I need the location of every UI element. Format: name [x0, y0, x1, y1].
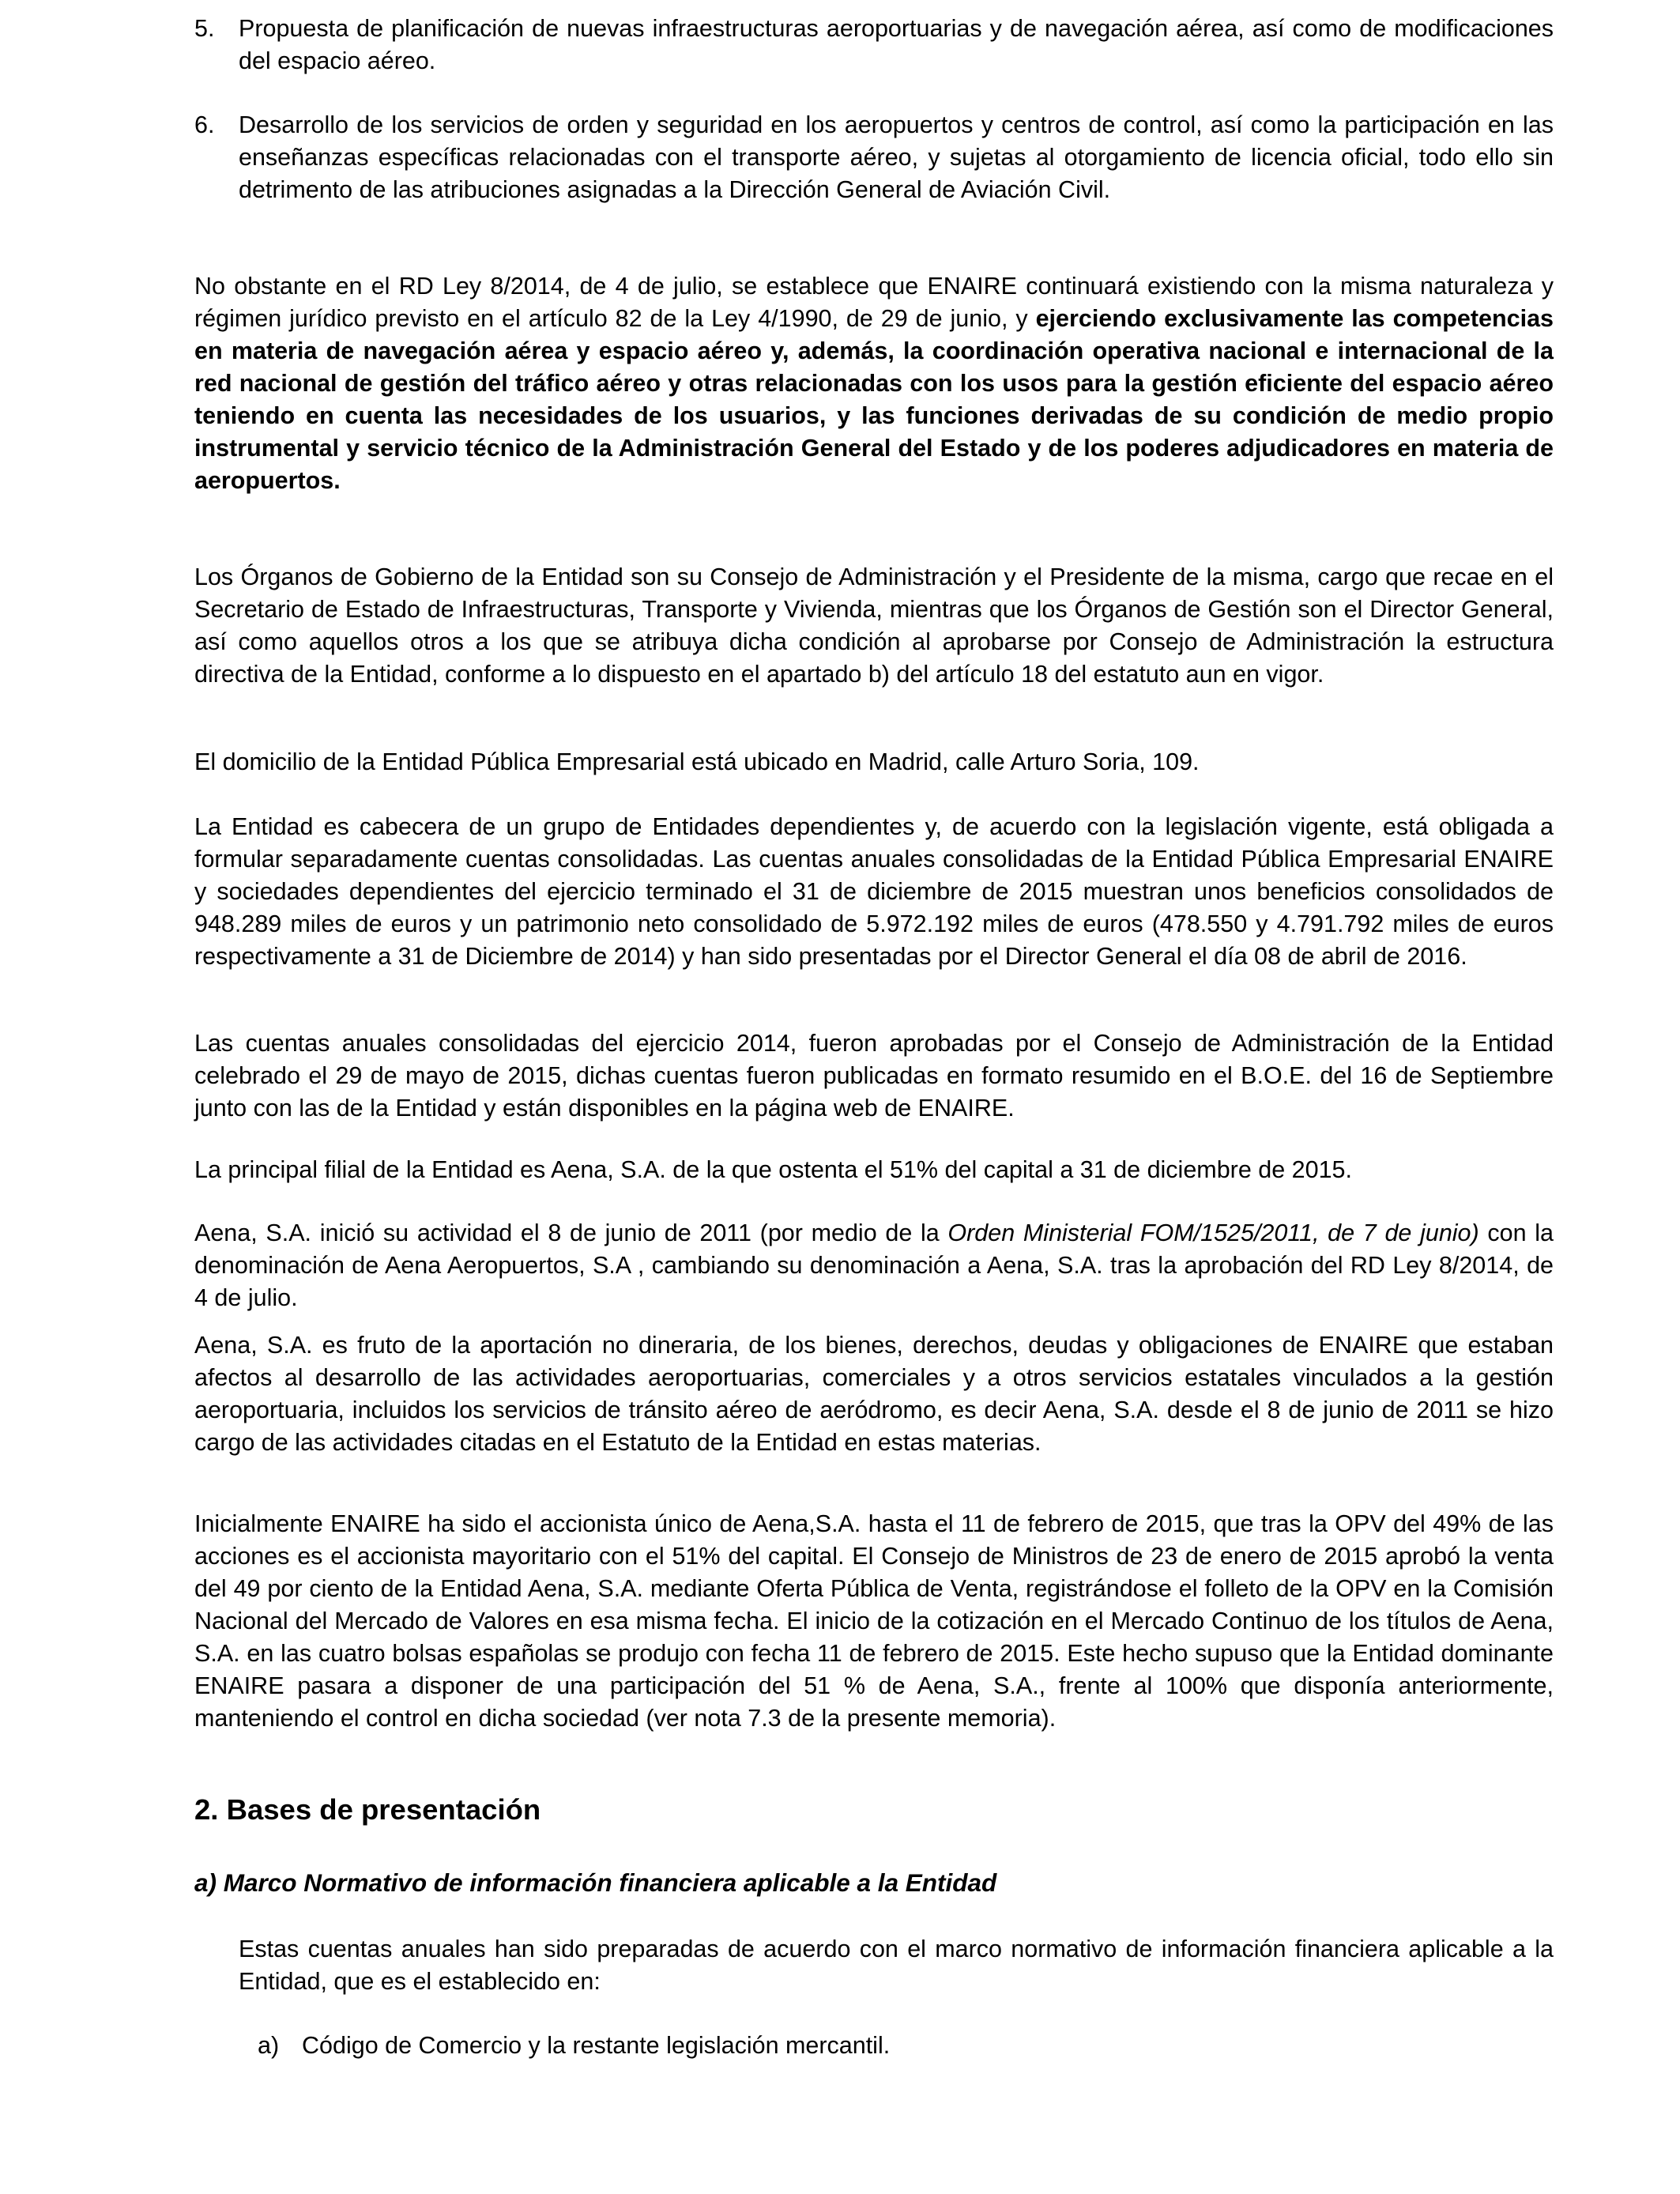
subsection-heading: a) Marco Normativo de información financiera aplicable a la Entidad — [194, 1868, 997, 1897]
paragraph-aportacion: Aena, S.A. es fruto de la aportación no dineraria, de los bienes, derechos, deudas y obligaciones de ENAIRE que estaban afectos al desarrollo de las actividades aeroportuarias, comerciales y a otros servicios estatales vinculados a la gestión aeroportuaria, incluidos los servicios de tránsito aéreo de aeródromo, es decir Aena, S.A. desde el 8 de junio de 2011 se hizo cargo de las actividades citadas en el Estatuto de la Entidad en estas materias. — [194, 1332, 1554, 1456]
paragraph-organos: Los Órganos de Gobierno de la Entidad son su Consejo de Administración y el Presidente de la misma, cargo que recae en el Secretario de Estado de Infraestructuras, Transporte y Vivienda, mientras que los Órganos de Gestión son el Director General, así como aquellos otros a los que se atribuya dicha condición al aprobarse por Consejo de Administración la estructura directiva de la Entidad, conforme a lo dispuesto en el apartado b) del artículo 18 del estatuto aun en vigor. — [194, 564, 1554, 688]
paragraph-rd-ley: No obstante en el RD Ley 8/2014, de 4 de julio, se establece que ENAIRE continuará existiendo con la misma naturaleza y régimen jurídico previsto en el artículo 82 de la Ley 4/1990, de 29 de junio, y ejerciendo exclusivamente las competencias en materia de navegación aérea y espacio aéreo y, además, la coordinación operativa nacional e internacional de la red nacional de gestión del tráfico aéreo y otras relacionadas con los usos para la gestión eficiente del espacio aéreo teniendo en cuenta las necesidades de los usuarios, y las funciones derivadas de su condición de medio propio instrumental y servicio técnico de la Administración General del Estado y de los poderes adjudicadores en materia de aeropuertos. — [194, 273, 1554, 494]
paragraph-domicilio: El domicilio de la Entidad Pública Empresarial está ubicado en Madrid, calle Arturo Soria, 109. — [194, 748, 1200, 775]
paragraph-cabecera: La Entidad es cabecera de un grupo de Entidades dependientes y, de acuerdo con la legislación vigente, está obligada a formular separadamente cuentas consolidadas. Las cuentas anuales consolidadas de la Entidad Pública Empresarial ENAIRE y sociedades dependientes del ejercicio terminado el 31 de diciembre de 2015 muestran unos beneficios consolidados de 948.289 miles de euros y un patrimonio neto consolidado de 5.972.192 miles de euros (478.550 y 4.791.792 miles de euros respectivamente a 31 de Diciembre de 2014) y han sido presentadas por el Director General el día 08 de abril de 2016. — [194, 813, 1554, 970]
paragraph-accionista: Inicialmente ENAIRE ha sido el accionista único de Aena,S.A. hasta el 11 de febrero de 2015, que tras la OPV del 49% de las acciones es el accionista mayoritario con el 51% del capital. El Consejo de Ministros de 23 de enero de 2015 aprobó la venta del 49 por ciento de la Entidad Aena, S.A. mediante Oferta Pública de Venta, registrándose el folleto de la OPV en la Comisión Nacional del Mercado de Valores en esa misma fecha. El inicio de la cotización en el Mercado Continuo de los títulos de Aena, S.A. en las cuatro bolsas españolas se produjo con fecha 11 de febrero de 2015. Este hecho supuso que la Entidad dominante ENAIRE pasara a disponer de una participación del 51 % de Aena, S.A., frente al 100% que disponía anteriormente, manteniendo el control en dicha sociedad (ver nota 7.3 de la presente memoria). — [194, 1510, 1554, 1732]
list-text: Desarrollo de los servicios de orden y seguridad en los aeropuertos y centros de control, así como la participación en las enseñanzas específicas relacionadas con el transporte aéreo, y sujetas al otorgamiento de licencia oficial, todo ello sin detrimento de las atribuciones asignadas a la Dirección General de Aviación Civil. — [239, 111, 1554, 203]
paragraph-cuentas-2014: Las cuentas anuales consolidadas del ejercicio 2014, fueron aprobadas por el Consejo de Administración de la Entidad celebrado el 29 de mayo de 2015, dichas cuentas fueron publicadas en formato resumido en el B.O.E. del 16 de Septiembre junto con las de la Entidad y están disponibles en la página web de ENAIRE. — [194, 1030, 1554, 1122]
paragraph-filial: La principal filial de la Entidad es Aena, S.A. de la que ostenta el 51% del capital a 31 de diciembre de 2015. — [194, 1156, 1352, 1183]
list-number: 6. — [194, 111, 215, 138]
paragraph-aena-inicio: Aena, S.A. inició su actividad el 8 de junio de 2011 (por medio de la Orden Ministerial FOM/1525/2011, de 7 de junio) con la denominación de Aena Aeropuertos, S.A , cambiando su denominación a Aena, S.A. tras la aprobación del RD Ley 8/2014, de 4 de julio. — [194, 1220, 1554, 1311]
list-letter: a) — [258, 2032, 280, 2059]
list-number: 5. — [194, 15, 215, 42]
section-heading: 2. Bases de presentación — [194, 1793, 541, 1826]
list-text: Código de Comercio y la restante legislación mercantil. — [302, 2032, 891, 2059]
paragraph-marco: Estas cuentas anuales han sido preparadas de acuerdo con el marco normativo de información financiera aplicable a la Entidad, que es el establecido en: — [239, 1936, 1554, 1995]
list-text: Propuesta de planificación de nuevas infraestructuras aeroportuarias y de navegación aérea, así como de modificaciones del espacio aéreo. — [239, 15, 1554, 74]
